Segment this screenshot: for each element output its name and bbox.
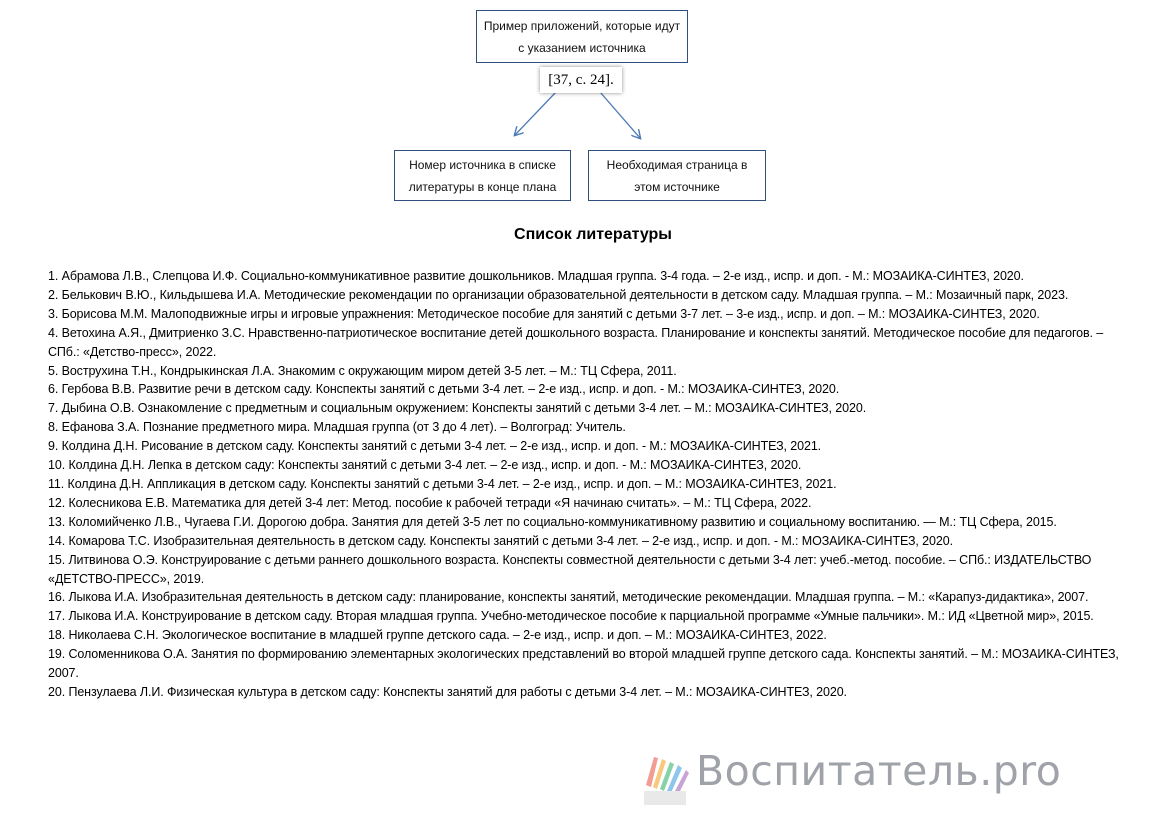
citation-diagram (0, 0, 1174, 215)
reference-item: 6. Гербова В.В. Развитие речи в детском саду. Конспекты занятий с детьми 3-4 лет. – 2-е изд., испр. и доп. - М.: МОЗАИКА-СИНТЕЗ, 2020. (48, 382, 840, 397)
reference-item: 13. Коломийченко Л.В., Чугаева Г.И. Дорогою добра. Занятия для детей 3-5 лет по социально-коммуникативному развитию и социальному воспитанию. — М.: ТЦ Сфера, 2015. (48, 514, 1057, 529)
source-number-box (394, 150, 571, 201)
watermark-text: Воспитатель.pro (696, 747, 1062, 795)
reference-item: 10. Колдина Д.Н. Лепка в детском саду: Конспекты занятий с детьми 3-4 лет. – 2-е изд., испр. и доп. - М.: МОЗАИКА-СИНТЕЗ, 2020. (48, 458, 802, 473)
example-box (476, 10, 688, 63)
reference-item: 18. Николаева С.Н. Экологическое воспитание в младшей группе детского сада. – 2-е изд., испр. и доп. – М.: МОЗАИКА-СИНТЕЗ, 2022. (48, 628, 827, 643)
reference-item: 1. Абрамова Л.В., Слепцова И.Ф. Социально-коммуникативное развитие дошкольников. Младшая группа. 3-4 года. – 2-е изд., испр. и доп. - М.: МОЗАИКА-СИНТЕЗ, 2020. (48, 269, 1024, 283)
reference-item: 12. Колесникова Е.В. Математика для детей 3-4 лет: Метод. пособие к рабочей тетради «Я начинаю считать». – М.: ТЦ Сфера, 2022. (48, 495, 812, 510)
reference-item: 17. Лыкова И.А. Конструирование в детском саду. Вторая младшая группа. Учебно-методическое пособие к парциальной программе «Умные пальчики». М.: ИД «Цветной мир», 2015. (48, 609, 1094, 624)
page-number-box (588, 150, 766, 201)
reference-item: 9. Колдина Д.Н. Рисование в детском саду. Конспекты занятий с детьми 3-4 лет. – 2-е изд., испр. и доп. - М.: МОЗАИКА-СИНТЕЗ, 2021. (48, 439, 822, 454)
example-box-text: Пример приложений, которые идут с указанием источника (483, 18, 681, 55)
reference-item: 3. Борисова М.М. Малоподвижные игры и игровые упражнения: Методическое пособие для занятий с детьми 3-7 лет. – 3-е изд., испр. и доп. – М.: МОЗАИКА-СИНТЕЗ, 2020. (48, 306, 1040, 321)
reference-item: 5. Вострухина Т.Н., Кондрыкинская Л.А. Знакомим с окружающим миром детей 3-5 лет. – М.: ТЦ Сфера, 2011. (48, 363, 677, 378)
arrow-right (600, 92, 640, 138)
reference-item: 14. Комарова Т.С. Изобразительная деятельность в детском саду. Конспекты занятий с детьми 3-4 лет. – 2-е изд., испр. и доп. - М.: МОЗАИКА-СИНТЕЗ, 2020. (48, 533, 953, 548)
citation-sample: [37, с. 24]. (540, 67, 622, 93)
reference-item: 4. Ветохина А.Я., Дмитриенко З.С. Нравственно-патриотическое воспитание детей дошкольного возраста. Планирование и конспекты занятий. Методическое пособие для педагогов. – СПб.: «Детство-пресс», 2022. (48, 325, 1104, 359)
reference-item: 19. Соломенникова О.А. Занятия по формированию элементарных экологических представлений во второй младшей группе детского сада. Конспекты занятий. – М.: МОЗАИКА-СИНТЕЗ, 2007. (48, 647, 1119, 681)
reference-item: 16. Лыкова И.А. Изобразительная деятельность в детском саду: планирование, конспекты занятий, методические рекомендации. Младшая группа. – М.: «Карапуз-дидактика», 2007. (48, 590, 1089, 605)
arrow-left (515, 92, 556, 135)
watermark (634, 745, 1154, 811)
page-number-text: Необходимая страница в этом источнике (606, 157, 748, 194)
pencils-logo-icon (634, 745, 694, 811)
reference-item: 20. Пензулаева Л.И. Физическая культура в детском саду: Конспекты занятий для работы с детьми 3-4 лет. – М.: МОЗАИКА-СИНТЕЗ, 2020. (48, 684, 847, 699)
reference-item: 2. Белькович В.Ю., Кильдышева И.А. Методические рекомендации по организации образовательной деятельности в детском саду. Младшая группа. – М.: Мозаичный парк, 2023. (48, 287, 1069, 302)
reference-list (48, 267, 1138, 702)
reference-item: 8. Ефанова З.А. Познание предметного мира. Младшая группа (от 3 до 4 лет). – Волгоград: Учитель. (48, 420, 626, 435)
reference-item: 15. Литвинова О.Э. Конструирование с детьми раннего дошкольного возраста. Конспекты совместной деятельности с детьми 3-4 лет: учеб.-метод. пособие. – СПб.: ИЗДАТЕЛЬСТВО «ДЕТСТВО-ПРЕСС», 2019. (48, 552, 1092, 586)
reference-item: 11. Колдина Д.Н. Аппликация в детском саду. Конспекты занятий с детьми 3-4 лет. – 2-е изд., испр. и доп. – М.: МОЗАИКА-СИНТЕЗ, 2021. (48, 476, 837, 491)
page-title: Список литературы (514, 226, 672, 243)
source-number-text: Номер источника в списке литературы в конце плана (408, 157, 557, 194)
reference-item: 7. Дыбина О.В. Ознакомление с предметным и социальным окружением: Конспекты занятий с детьми 3-4 лет. – М.: МОЗАИКА-СИНТЕЗ, 2020. (48, 401, 867, 416)
